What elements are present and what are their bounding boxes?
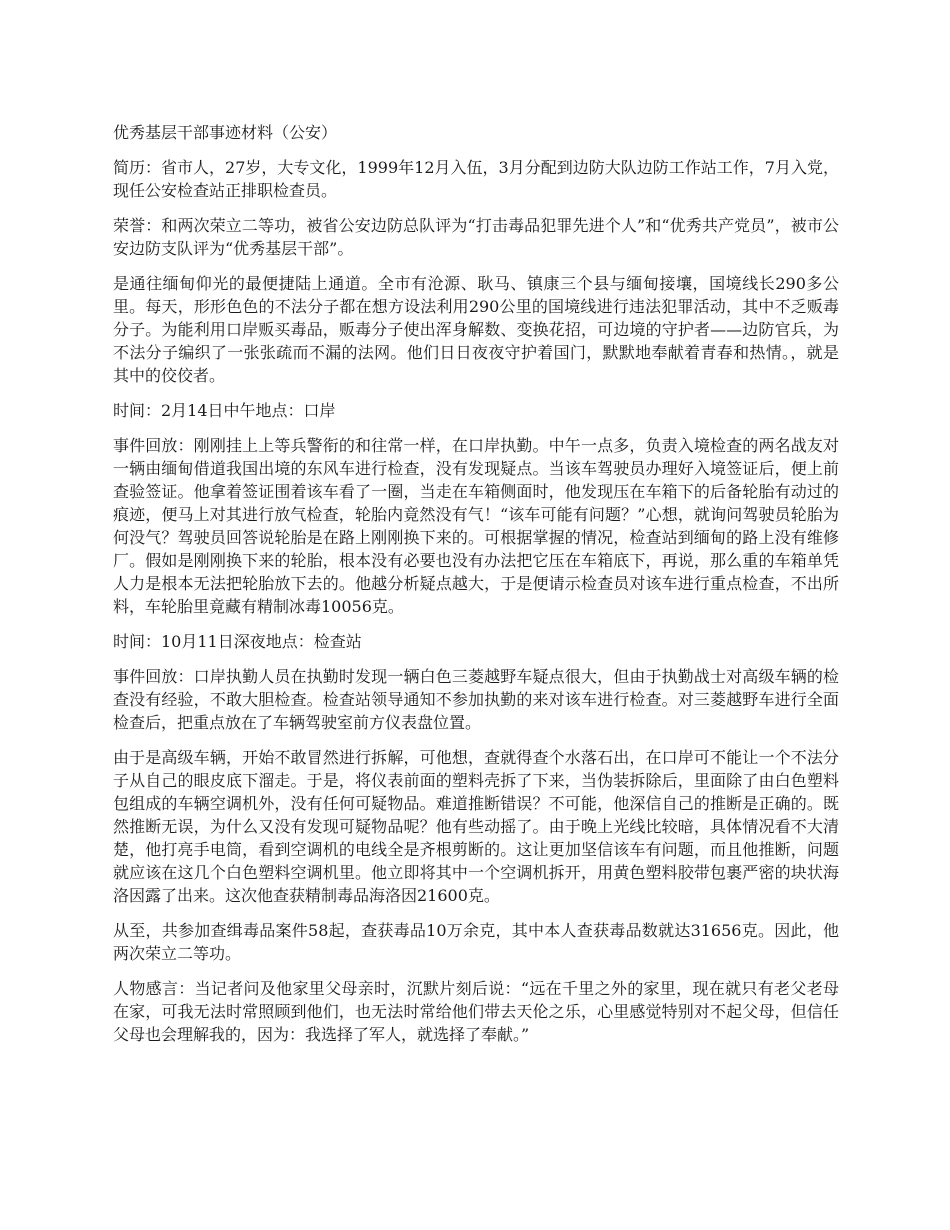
paragraph-resume: 简历：省市人，27岁，大专文化，1999年12月入伍，3月分配到边防大队边防工作站工作，7月入党，现任公安检查站正排职检查员。: [113, 158, 839, 200]
paragraph-event2-story: 事件回放：口岸执勤人员在执勤时发现一辆白色三菱越野车疑点很大，但由于执勤战士对高级车辆的检查没有经验，不敢大胆检查。检查站领导通知不参加执勤的来对该车进行检查。对三菱越野车进行全面检查后，把重点放在了车辆驾驶室前方仪表盘位置。: [113, 667, 839, 732]
document-title: 优秀基层干部事迹材料（公安）: [113, 123, 338, 142]
paragraph-event2-detail: 由于是高级车辆，开始不敢冒然进行拆解，可他想，查就得查个水落石出，在口岸可不能让一个不法分子从自己的眼皮底下溜走。于是，将仪表前面的塑料壳拆了下来，当伪装拆除后，里面除了由白色塑料包组成的车辆空调机外，没有任何可疑物品。难道推断错误？不可能，他深信自己的推断是正确的。既然推断无误，为什么又没有发现可疑物品呢？他有些动摇了。由于晚上光线比较暗，具体情况看不大清楚，他打亮手电筒，看到空调机的电线全是齐根剪断的。这让更加坚信该车有问题，而且他推断，问题就应该在这几个白色塑料空调机里。他立即将其中一个空调机拆开，用黄色塑料胶带包裹严密的块状海洛因露了出来。这次他查获精制毒品海洛因21600克。: [113, 748, 839, 905]
paragraph-honors: 荣誉：和两次荣立二等功，被省公安边防总队评为“打击毒品犯罪先进个人”和“优秀共产党员”，被市公安边防支队评为“优秀基层干部”。: [113, 216, 839, 258]
paragraph-event2-time: 时间：10月11日深夜地点：检查站: [113, 632, 362, 651]
paragraph-background: 是通往缅甸仰光的最便捷陆上通道。全市有沧源、耿马、镇康三个县与缅甸接壤，国境线长290多公里。每天，形形色色的不法分子都在想方设法利用290公里的国境线进行违法犯罪活动，其中不乏贩毒分子。为能利用口岸贩买毒品，贩毒分子使出浑身解数、变换花招，可边境的守护者——边防官兵，为不法分子编织了一张张疏而不漏的法网。他们日日夜夜守护着国门，默默地奉献着青春和热情。，就是其中的佼佼者。: [113, 274, 839, 385]
paragraph-event1-story: 事件回放：刚刚挂上上等兵警衔的和往常一样，在口岸执勤。中午一点多，负责入境检查的两名战友对一辆由缅甸借道我国出境的东风车进行检查，没有发现疑点。当该车驾驶员办理好入境签证后，便上前查验签证。他拿着签证围着该车看了一圈，当走在车箱侧面时，他发现压在车箱下的后备轮胎有动过的痕迹，便马上对其进行放气检查，轮胎内竟然没有气！“该车可能有问题？”心想，就询问驾驶员轮胎为何没气？驾驶员回答说轮胎是在路上刚刚换下来的。可根据掌握的情况，检查站到缅甸的路上没有维修厂。假如是刚刚换下来的轮胎，根本没有必要也没有办法把它压在车箱底下，再说，那么重的车箱单凭人力是根本无法把轮胎放下去的。他越分析疑点越大，于是便请示检查员对该车进行重点检查，不出所料，车轮胎里竟藏有精制冰毒10056克。: [113, 436, 839, 616]
document-page: [113, 121, 839, 1058]
paragraph-event1-time: 时间：2月14日中午地点：口岸: [113, 401, 336, 420]
paragraph-summary: 从至，共参加查缉毒品案件58起，查获毒品10万余克，其中本人查获毒品数就达31656克。因此，他两次荣立二等功。: [113, 921, 839, 963]
paragraph-quote: 人物感言：当记者问及他家里父母亲时，沉默片刻后说：“远在千里之外的家里，现在就只有老父老母在家，可我无法时常照顾到他们，也无法时常给他们带去天伦之乐，心里感觉特别对不起父母，但信任父母也会理解我的，因为：我选择了军人，就选择了奉献。”: [113, 979, 839, 1044]
